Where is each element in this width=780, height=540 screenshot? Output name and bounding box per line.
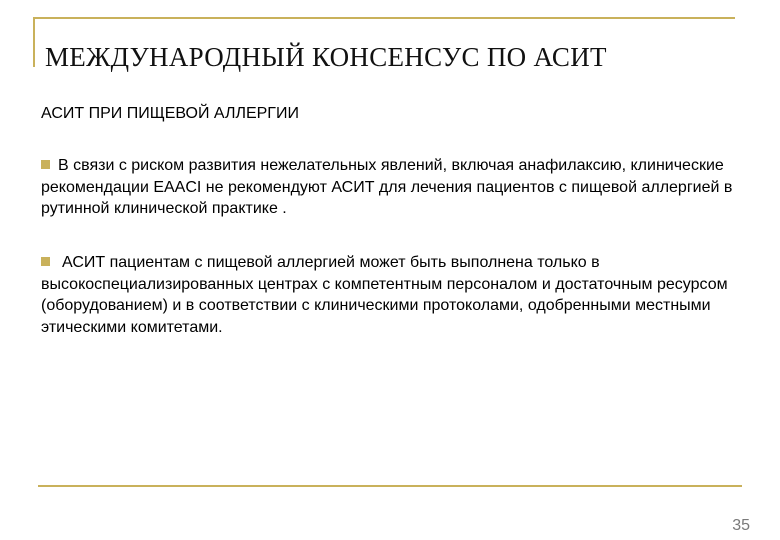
footer-rule [38, 485, 742, 487]
bullet-text: АСИТ пациентам с пищевой аллергией может быть выполнена только в высокоспециализированных центрах с компетентным персоналом и достаточным ресурсом (оборудованием) и в соответствии с клиническими протоколами, одобренными местными этическими комитетами. [41, 254, 728, 336]
bullet-paragraph [41, 155, 741, 220]
bullet-text: В связи с риском развития нежелательных явлений, включая анафилаксию, клинические рекомендации EAACI не рекомендуют АСИТ для лечения пациентов с пищевой аллергией в рутинной клинической практике . [41, 157, 733, 217]
slide-title: МЕЖДУНАРОДНЫЙ КОНСЕНСУС ПО АСИТ [45, 42, 607, 72]
title-frame-top-rule [33, 17, 735, 19]
square-bullet-icon [41, 257, 50, 266]
bullet-paragraph [41, 252, 741, 338]
title-frame-left-rule [33, 17, 35, 67]
slide-subtitle: АСИТ ПРИ ПИЩЕВОЙ АЛЛЕРГИИ [41, 105, 299, 122]
square-bullet-icon [41, 160, 50, 169]
page-number: 35 [732, 517, 750, 534]
